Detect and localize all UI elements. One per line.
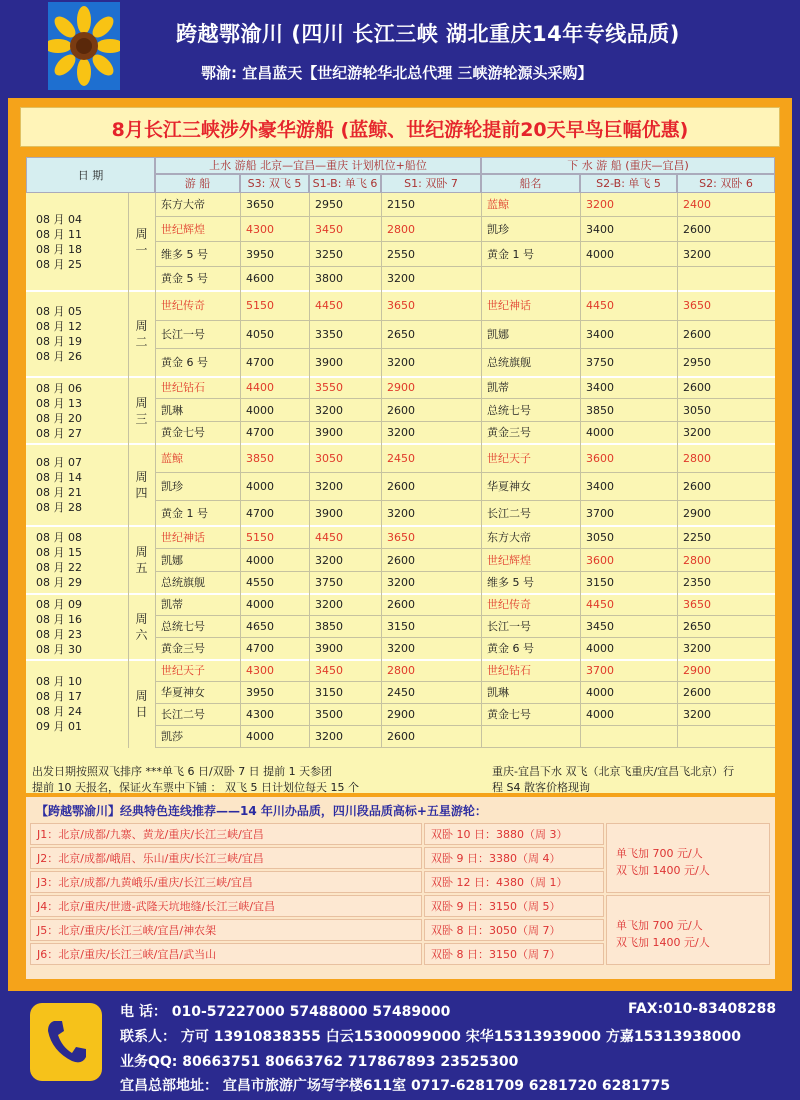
departure-date: 08 月 23 <box>36 628 82 641</box>
note-right-2: 程 S4 散客价格现询 <box>492 781 590 794</box>
header <box>0 0 800 96</box>
departure-date: 08 月 12 <box>36 320 82 333</box>
downstream-price: 2350 <box>677 572 775 594</box>
downstream-price: 3700 <box>580 660 677 682</box>
downstream-price: 3150 <box>580 572 677 594</box>
upstream-ship-name: 凯蒂 <box>155 594 240 616</box>
upstream-col-header: S1-B: 单飞 6 <box>309 174 381 193</box>
group-dates <box>26 444 128 526</box>
upstream-price: 2550 <box>381 242 481 267</box>
column-divider <box>677 193 678 748</box>
departure-date: 08 月 11 <box>36 228 82 241</box>
route-price: 双卧 9 日：3380（周 4） <box>424 847 604 869</box>
upstream-ship-name: 黄金七号 <box>155 422 240 444</box>
departure-date: 09 月 01 <box>36 720 82 733</box>
downstream-price <box>677 726 775 748</box>
departure-date: 08 月 08 <box>36 531 82 544</box>
downstream-price: 4000 <box>580 682 677 704</box>
weekday-label <box>128 660 155 748</box>
downstream-header: 下 水 游 船 (重庆—宜昌) <box>481 157 775 174</box>
upstream-price: 3550 <box>309 377 381 399</box>
column-divider <box>309 193 310 748</box>
downstream-price: 2600 <box>677 321 775 349</box>
downstream-price: 3600 <box>580 549 677 572</box>
upstream-price: 4450 <box>309 291 381 321</box>
upstream-ship-name: 华夏神女 <box>155 682 240 704</box>
upstream-price: 4000 <box>240 594 309 616</box>
group-dates <box>26 291 128 377</box>
upstream-ship-name: 世纪钻石 <box>155 377 240 399</box>
note-left-2: 提前 10 天报名，保证火车票中下铺 ： 双飞 5 日计划位每天 15 个 <box>32 781 359 794</box>
upstream-price: 4700 <box>240 349 309 377</box>
upstream-price: 3200 <box>381 422 481 444</box>
upstream-price: 3900 <box>309 501 381 526</box>
upstream-price: 2600 <box>381 594 481 616</box>
downstream-ship-name: 世纪辉煌 <box>481 549 580 572</box>
upstream-price: 5150 <box>240 291 309 321</box>
column-divider <box>481 193 482 748</box>
upstream-price: 4050 <box>240 321 309 349</box>
downstream-price: 3200 <box>677 638 775 660</box>
downstream-ship-name: 凯娜 <box>481 321 580 349</box>
departure-date: 08 月 21 <box>36 486 82 499</box>
upstream-price: 4300 <box>240 217 309 242</box>
upstream-price: 3650 <box>240 193 309 217</box>
upstream-price: 4000 <box>240 549 309 572</box>
departure-date: 08 月 27 <box>36 426 82 440</box>
downstream-ship-name: 凯琳 <box>481 682 580 704</box>
upstream-price: 4700 <box>240 638 309 660</box>
upstream-price: 3450 <box>309 660 381 682</box>
group-dates <box>26 377 128 444</box>
upstream-price: 4300 <box>240 704 309 726</box>
downstream-ship-name: 世纪天子 <box>481 444 580 473</box>
upstream-price: 3200 <box>381 349 481 377</box>
upstream-col-header: 游 船 <box>155 174 240 193</box>
upstream-price: 3900 <box>309 638 381 660</box>
upstream-ship-name: 总统旗舰 <box>155 572 240 594</box>
upstream-price: 3150 <box>309 682 381 704</box>
upstream-price: 3750 <box>309 572 381 594</box>
group-dates <box>26 526 128 594</box>
downstream-price: 3700 <box>580 501 677 526</box>
upstream-ship-name: 长江一号 <box>155 321 240 349</box>
downstream-price: 4450 <box>580 594 677 616</box>
contact-fax: FAX:010-83408288 <box>628 1001 777 1017</box>
route-recommendations <box>26 797 775 979</box>
weekday-label <box>128 193 155 291</box>
upstream-price: 3850 <box>309 616 381 638</box>
downstream-price: 2950 <box>677 349 775 377</box>
downstream-price: 3650 <box>677 291 775 321</box>
upstream-price: 2450 <box>381 444 481 473</box>
weekday-text: 周日 <box>135 689 148 719</box>
departure-date: 08 月 24 <box>36 705 82 718</box>
upstream-price: 2800 <box>381 217 481 242</box>
upstream-price: 2600 <box>381 473 481 501</box>
upstream-price: 4600 <box>240 267 309 291</box>
route-price: 双卧 8 日：3150（周 7） <box>424 943 604 965</box>
upstream-price: 4300 <box>240 660 309 682</box>
departure-date: 08 月 10 <box>36 675 82 688</box>
departure-date: 08 月 29 <box>36 576 82 589</box>
upstream-price: 5150 <box>240 526 309 549</box>
upstream-price: 2800 <box>381 660 481 682</box>
upstream-price: 3450 <box>309 217 381 242</box>
schedule-notes <box>26 760 775 793</box>
route-name: J4：北京/重庆/世遗-武隆天坑地缝/长江三峡/宜昌 <box>30 895 422 917</box>
upstream-ship-name: 黄金三号 <box>155 638 240 660</box>
weekday-label <box>128 444 155 526</box>
contact-phones: 电 话： 010-57227000 57488000 57489000 <box>120 1004 451 1020</box>
supplement-price: 双飞加 1400 元/人 <box>616 864 710 877</box>
date-header: 日 期 <box>26 157 155 193</box>
downstream-price: 3450 <box>580 616 677 638</box>
upstream-ship-name: 维多 5 号 <box>155 242 240 267</box>
upstream-price: 2600 <box>381 549 481 572</box>
route-price: 双卧 12 日：4380（周 1） <box>424 871 604 893</box>
upstream-price: 2900 <box>381 377 481 399</box>
supplement-price: 双飞加 1400 元/人 <box>616 936 710 949</box>
upstream-ship-name: 东方大帝 <box>155 193 240 217</box>
note-left-1: 出发日期按照双飞排序 ***单飞 6 日/双卧 7 日 提前 1 天参团 <box>32 765 333 778</box>
upstream-price: 4000 <box>240 726 309 748</box>
promo-banner <box>20 107 780 147</box>
upstream-price: 3200 <box>381 638 481 660</box>
downstream-price: 2400 <box>677 193 775 217</box>
upstream-ship-name: 世纪神话 <box>155 526 240 549</box>
downstream-price: 3400 <box>580 217 677 242</box>
departure-date: 08 月 22 <box>36 561 82 574</box>
upstream-ship-name: 凯琳 <box>155 399 240 422</box>
weekday-label <box>128 377 155 444</box>
column-divider <box>580 193 581 748</box>
upstream-price: 4550 <box>240 572 309 594</box>
downstream-price <box>580 726 677 748</box>
downstream-col-header: S2-B: 单飞 5 <box>580 174 677 193</box>
downstream-price: 4450 <box>580 291 677 321</box>
upstream-price: 4450 <box>309 526 381 549</box>
supplement-price: 单飞加 700 元/人 <box>616 919 703 932</box>
downstream-price: 4000 <box>580 422 677 444</box>
phone-icon <box>30 1003 102 1081</box>
group-dates <box>26 660 128 748</box>
downstream-ship-name: 总统七号 <box>481 399 580 422</box>
group-dates <box>26 594 128 660</box>
upstream-price: 3200 <box>309 473 381 501</box>
downstream-price: 2800 <box>677 444 775 473</box>
upstream-price: 3650 <box>381 291 481 321</box>
upstream-price: 3200 <box>381 501 481 526</box>
upstream-price: 2150 <box>381 193 481 217</box>
weekday-text: 周五 <box>135 545 148 575</box>
downstream-ship-name: 长江二号 <box>481 501 580 526</box>
downstream-price: 3750 <box>580 349 677 377</box>
upstream-ship-name: 黄金 6 号 <box>155 349 240 377</box>
upstream-price: 3200 <box>381 267 481 291</box>
downstream-ship-name <box>481 726 580 748</box>
weekday-text: 周一 <box>135 227 148 257</box>
header-subtitle: 鄂渝: 宜昌蓝天【世纪游轮华北总代理 三峡游轮源头采购】 <box>201 64 593 82</box>
weekday-label <box>128 594 155 660</box>
downstream-price: 3600 <box>580 444 677 473</box>
downstream-ship-name: 黄金三号 <box>481 422 580 444</box>
departure-date: 08 月 13 <box>36 396 82 410</box>
downstream-ship-name: 东方大帝 <box>481 526 580 549</box>
departure-date: 08 月 09 <box>36 598 82 611</box>
route-price: 双卧 8 日：3050（周 7） <box>424 919 604 941</box>
downstream-ship-name: 黄金 1 号 <box>481 242 580 267</box>
weekday-label <box>128 526 155 594</box>
downstream-price: 3400 <box>580 321 677 349</box>
downstream-ship-name: 世纪钻石 <box>481 660 580 682</box>
downstream-price: 2800 <box>677 549 775 572</box>
upstream-price: 3500 <box>309 704 381 726</box>
downstream-price: 3650 <box>677 594 775 616</box>
downstream-price: 4000 <box>580 704 677 726</box>
downstream-price: 2250 <box>677 526 775 549</box>
downstream-ship-name: 华夏神女 <box>481 473 580 501</box>
upstream-price: 2450 <box>381 682 481 704</box>
downstream-col-header: S2: 双卧 6 <box>677 174 775 193</box>
contact-persons: 联系人： 方可 13910838355 白云15300099000 宋华15313939000 方嘉15313938000 <box>120 1029 741 1045</box>
upstream-price: 3350 <box>309 321 381 349</box>
downstream-price: 2600 <box>677 682 775 704</box>
note-right-1: 重庆-宜昌下水 双飞（北京飞重庆/宜昌飞北京）行 <box>492 765 735 778</box>
upstream-ship-name: 世纪传奇 <box>155 291 240 321</box>
upstream-price: 3950 <box>240 682 309 704</box>
upstream-price: 4400 <box>240 377 309 399</box>
banner-title: 8月长江三峡涉外豪华游船 (蓝鲸、世纪游轮提前20天早鸟巨幅优惠) <box>111 119 689 141</box>
departure-date: 08 月 25 <box>36 258 82 271</box>
departure-date: 08 月 17 <box>36 690 82 703</box>
upstream-col-header: S3: 双飞 5 <box>240 174 309 193</box>
downstream-price: 3200 <box>677 704 775 726</box>
upstream-price: 2900 <box>381 704 481 726</box>
departure-date: 08 月 20 <box>36 411 82 425</box>
upstream-price: 2600 <box>381 399 481 422</box>
upstream-price: 3250 <box>309 242 381 267</box>
upstream-ship-name: 凯莎 <box>155 726 240 748</box>
downstream-ship-name: 维多 5 号 <box>481 572 580 594</box>
contact-address: 宜昌总部地址： 宜昌市旅游广场写字楼611室 0717-6281709 6281720 6281775 <box>120 1078 671 1094</box>
upstream-ship-name: 凯珍 <box>155 473 240 501</box>
downstream-ship-name: 凯珍 <box>481 217 580 242</box>
downstream-price: 3050 <box>677 399 775 422</box>
upstream-ship-name: 黄金 5 号 <box>155 267 240 291</box>
upstream-price: 2650 <box>381 321 481 349</box>
upstream-price: 3050 <box>309 444 381 473</box>
departure-date: 08 月 14 <box>36 471 82 484</box>
upstream-price: 3150 <box>381 616 481 638</box>
downstream-price: 3400 <box>580 473 677 501</box>
downstream-ship-name: 总统旗舰 <box>481 349 580 377</box>
downstream-price: 3200 <box>580 193 677 217</box>
upstream-ship-name: 长江二号 <box>155 704 240 726</box>
upstream-price: 4700 <box>240 422 309 444</box>
upstream-ship-name: 总统七号 <box>155 616 240 638</box>
downstream-ship-name <box>481 267 580 291</box>
departure-date: 08 月 30 <box>36 643 82 656</box>
schedule-table <box>26 157 775 793</box>
upstream-ship-name: 凯娜 <box>155 549 240 572</box>
downstream-price: 3850 <box>580 399 677 422</box>
departure-date: 08 月 26 <box>36 350 82 363</box>
upstream-ship-name: 世纪辉煌 <box>155 217 240 242</box>
upstream-price: 4000 <box>240 399 309 422</box>
downstream-ship-name: 蓝鲸 <box>481 193 580 217</box>
departure-date: 08 月 19 <box>36 335 82 348</box>
downstream-price: 2650 <box>677 616 775 638</box>
route-name: J5：北京/重庆/长江三峡/宜昌/神农架 <box>30 919 422 941</box>
downstream-price: 4000 <box>580 242 677 267</box>
departure-date: 08 月 06 <box>36 381 82 395</box>
upstream-price: 4000 <box>240 473 309 501</box>
upstream-price: 3200 <box>309 726 381 748</box>
upstream-price: 2950 <box>309 193 381 217</box>
route-name: J6：北京/重庆/长江三峡/宜昌/武当山 <box>30 943 422 965</box>
departure-date: 08 月 07 <box>36 456 82 469</box>
route-name: J3：北京/成都/九黄峨乐/重庆/长江三峡/宜昌 <box>30 871 422 893</box>
sunflower-logo <box>48 2 120 90</box>
upstream-ship-name: 蓝鲸 <box>155 444 240 473</box>
upstream-price: 2600 <box>381 726 481 748</box>
downstream-price: 2900 <box>677 660 775 682</box>
downstream-price: 2900 <box>677 501 775 526</box>
upstream-ship-name: 世纪天子 <box>155 660 240 682</box>
upstream-price: 3950 <box>240 242 309 267</box>
column-divider <box>381 193 382 748</box>
column-divider <box>155 193 156 748</box>
departure-date: 08 月 16 <box>36 613 82 626</box>
weekday-text: 周六 <box>135 612 148 642</box>
upstream-price: 3200 <box>309 549 381 572</box>
weekday-text: 周二 <box>135 319 148 349</box>
downstream-ship-name: 世纪神话 <box>481 291 580 321</box>
column-divider <box>128 193 129 748</box>
departure-date: 08 月 05 <box>36 305 82 318</box>
downstream-price: 3400 <box>580 377 677 399</box>
contact-footer <box>0 991 800 1100</box>
downstream-ship-name: 凯蒂 <box>481 377 580 399</box>
departure-date: 08 月 28 <box>36 501 82 514</box>
weekday-text: 周四 <box>135 470 148 500</box>
downstream-ship-name: 黄金七号 <box>481 704 580 726</box>
upstream-price: 3900 <box>309 422 381 444</box>
departure-date: 08 月 18 <box>36 243 82 256</box>
upstream-price: 4650 <box>240 616 309 638</box>
contact-qq: 业务QQ: 80663751 80663762 717867893 23525300 <box>120 1054 519 1070</box>
header-title: 跨越鄂渝川 (四川 长江三峡 湖北重庆14年专线品质) <box>176 22 680 46</box>
routes-title: 【跨越鄂渝川】经典特色连线推荐——14 年川办品质，四川段品质高标+五星游轮： <box>36 804 487 818</box>
downstream-col-header: 船名 <box>481 174 580 193</box>
supplement-price: 单飞加 700 元/人 <box>616 847 703 860</box>
downstream-price: 2600 <box>677 217 775 242</box>
downstream-ship-name: 长江一号 <box>481 616 580 638</box>
upstream-price: 3200 <box>381 572 481 594</box>
downstream-ship-name: 世纪传奇 <box>481 594 580 616</box>
column-divider <box>240 193 241 748</box>
downstream-ship-name: 黄金 6 号 <box>481 638 580 660</box>
upstream-price: 3900 <box>309 349 381 377</box>
upstream-price: 4700 <box>240 501 309 526</box>
upstream-header: 上水 游船 北京—宜昌—重庆 计划机位+船位 <box>155 157 481 174</box>
downstream-price: 2600 <box>677 377 775 399</box>
downstream-price: 2600 <box>677 473 775 501</box>
upstream-price: 3650 <box>381 526 481 549</box>
upstream-price: 3800 <box>309 267 381 291</box>
route-price: 双卧 10 日：3880（周 3） <box>424 823 604 845</box>
upstream-col-header: S1: 双卧 7 <box>381 174 481 193</box>
departure-date: 08 月 04 <box>36 213 82 226</box>
route-name: J2：北京/成都/峨眉、乐山/重庆/长江三峡/宜昌 <box>30 847 422 869</box>
upstream-price: 3200 <box>309 594 381 616</box>
downstream-price: 4000 <box>580 638 677 660</box>
downstream-price: 3200 <box>677 242 775 267</box>
group-dates <box>26 193 128 291</box>
departure-date: 08 月 15 <box>36 546 82 559</box>
downstream-price: 3050 <box>580 526 677 549</box>
route-price: 双卧 9 日：3150（周 5） <box>424 895 604 917</box>
downstream-price <box>677 267 775 291</box>
upstream-price: 3200 <box>309 399 381 422</box>
downstream-price: 3200 <box>677 422 775 444</box>
route-name: J1：北京/成都/九寨、黄龙/重庆/长江三峡/宜昌 <box>30 823 422 845</box>
downstream-price <box>580 267 677 291</box>
weekday-text: 周三 <box>135 395 148 426</box>
upstream-ship-name: 黄金 1 号 <box>155 501 240 526</box>
weekday-label <box>128 291 155 377</box>
upstream-price: 3850 <box>240 444 309 473</box>
